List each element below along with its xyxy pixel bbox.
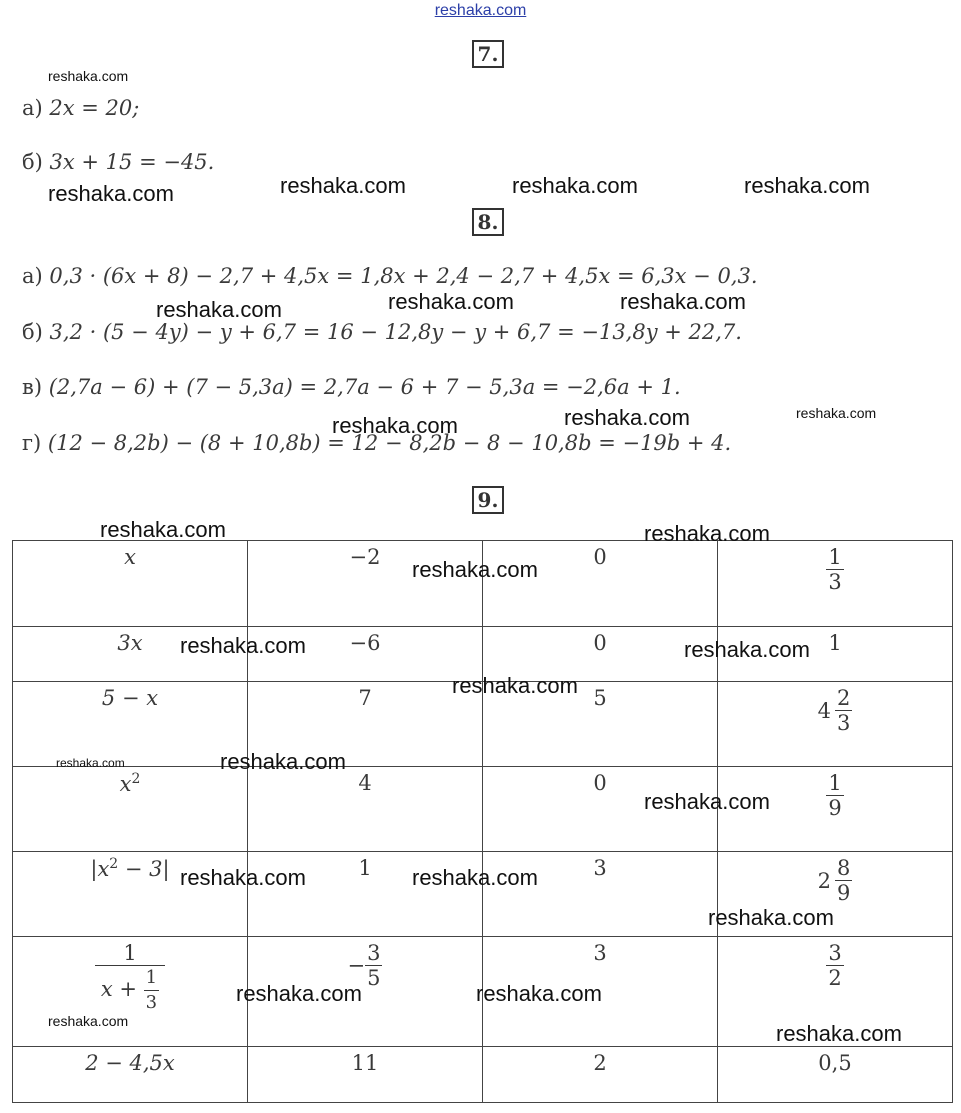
watermark: reshaka.com bbox=[412, 557, 538, 582]
watermark: reshaka.com bbox=[452, 673, 578, 698]
complex-fraction: 1 x + $\frac{1}{3}$ bbox=[95, 941, 165, 1015]
line-label: в) bbox=[22, 375, 43, 399]
task8-line-a bbox=[22, 264, 758, 288]
table-cell bbox=[718, 682, 953, 767]
table-cell-expr: 2 − 4,5x bbox=[13, 1047, 248, 1103]
watermark: reshaka.com bbox=[708, 905, 834, 930]
expression: (2,7a − 6) + (7 − 5,3a) = 2,7a − 6 + 7 − 5,3a = −2,6a + 1. bbox=[48, 375, 681, 399]
mixed-whole: 4 bbox=[817, 698, 831, 723]
table-cell: 0 bbox=[483, 627, 718, 682]
watermark: reshaka.com bbox=[388, 289, 514, 314]
table-cell-expr: $|x^2 - 3|$ bbox=[13, 852, 248, 937]
fraction: $\frac{3}{2}$ bbox=[828, 941, 842, 990]
table-cell-expr bbox=[13, 937, 248, 1047]
table-row bbox=[13, 541, 953, 627]
watermark: reshaka.com bbox=[744, 173, 870, 198]
task7-line-a bbox=[22, 96, 139, 120]
task8-line-c bbox=[22, 375, 681, 399]
expression: 0,3 · (6x + 8) − 2,7 + 4,5x = 1,8x + 2,4 − 2,7 + 4,5x = 6,3x − 0,3. bbox=[49, 264, 758, 288]
equation: 3x + 15 = −45. bbox=[49, 150, 215, 174]
table-cell: −2 bbox=[248, 541, 483, 627]
table-row bbox=[13, 767, 953, 852]
line-label: б) bbox=[22, 320, 43, 344]
table-cell: 0 bbox=[483, 541, 718, 627]
task-number-8: 8. bbox=[472, 208, 504, 236]
table-cell: 2 bbox=[483, 1047, 718, 1103]
watermark: reshaka.com bbox=[48, 1013, 129, 1029]
watermark: reshaka.com bbox=[56, 756, 125, 770]
table-cell: 5 bbox=[483, 682, 718, 767]
table-cell-expr: x bbox=[13, 541, 248, 627]
line-label: а) bbox=[22, 96, 43, 120]
watermark: reshaka.com bbox=[564, 405, 690, 430]
values-table bbox=[12, 540, 953, 1103]
fraction: $\frac{1}{9}$ bbox=[828, 771, 842, 820]
watermark: reshaka.com bbox=[476, 981, 602, 1006]
table-cell: 3 bbox=[483, 937, 718, 1047]
table-cell: 4 bbox=[248, 767, 483, 852]
watermark: reshaka.com bbox=[180, 865, 306, 890]
fraction: $\frac{2}{3}$ bbox=[837, 686, 851, 735]
table-cell: 11 bbox=[248, 1047, 483, 1103]
table-cell: 7 bbox=[248, 682, 483, 767]
equation: 2x = 20; bbox=[49, 96, 140, 120]
table-row bbox=[13, 1047, 953, 1103]
table-cell-expr: 3x bbox=[13, 627, 248, 682]
table-cell-expr: 5 − x bbox=[13, 682, 248, 767]
watermark: reshaka.com bbox=[180, 633, 306, 658]
expression: (12 − 8,2b) − (8 + 10,8b) = 12 − 8,2b − 8 − 10,8b = −19b + 4. bbox=[47, 431, 732, 455]
watermark: reshaka.com bbox=[100, 517, 226, 542]
table-cell bbox=[718, 541, 953, 627]
mixed-whole: 2 bbox=[817, 868, 831, 893]
watermark: reshaka.com bbox=[796, 405, 877, 421]
task-number-9: 9. bbox=[472, 486, 504, 514]
table-cell: 0,5 bbox=[718, 1047, 953, 1103]
fraction: $\frac{8}{9}$ bbox=[837, 856, 851, 905]
watermark: reshaka.com bbox=[220, 749, 346, 774]
watermark: reshaka.com bbox=[644, 789, 770, 814]
line-label: а) bbox=[22, 264, 43, 288]
watermark: reshaka.com bbox=[332, 413, 458, 438]
table-cell: −6 bbox=[248, 627, 483, 682]
watermark: reshaka.com bbox=[644, 521, 770, 546]
sign: − bbox=[347, 953, 366, 978]
watermark: reshaka.com bbox=[280, 173, 406, 198]
watermark: reshaka.com bbox=[236, 981, 362, 1006]
watermark: reshaka.com bbox=[620, 289, 746, 314]
watermark: reshaka.com bbox=[512, 173, 638, 198]
line-label: б) bbox=[22, 150, 43, 174]
task-number-7: 7. bbox=[472, 40, 504, 68]
table-cell: 1 bbox=[248, 852, 483, 937]
table-cell: 3 bbox=[483, 852, 718, 937]
fraction: $\frac{1}{3}$ bbox=[828, 545, 842, 594]
line-label: г) bbox=[22, 431, 42, 455]
task8-line-b bbox=[22, 320, 742, 344]
table-cell-expr: $x^2$ bbox=[13, 767, 248, 852]
watermark: reshaka.com bbox=[48, 68, 129, 84]
watermark: reshaka.com bbox=[412, 865, 538, 890]
task7-line-b bbox=[22, 150, 214, 174]
watermark: reshaka.com bbox=[156, 297, 282, 322]
watermark: reshaka.com bbox=[684, 637, 810, 662]
watermark: reshaka.com bbox=[776, 1021, 902, 1046]
table-cell: 0 bbox=[483, 767, 718, 852]
table-cell: 1 bbox=[718, 627, 953, 682]
watermark: reshaka.com bbox=[48, 181, 174, 206]
site-link[interactable]: reshaka.com bbox=[434, 2, 527, 19]
fraction: $\frac{3}{5}$ bbox=[367, 941, 381, 990]
expression: 3,2 · (5 − 4y) − y + 6,7 = 16 − 12,8y − y + 6,7 = −13,8y + 22,7. bbox=[49, 320, 742, 344]
